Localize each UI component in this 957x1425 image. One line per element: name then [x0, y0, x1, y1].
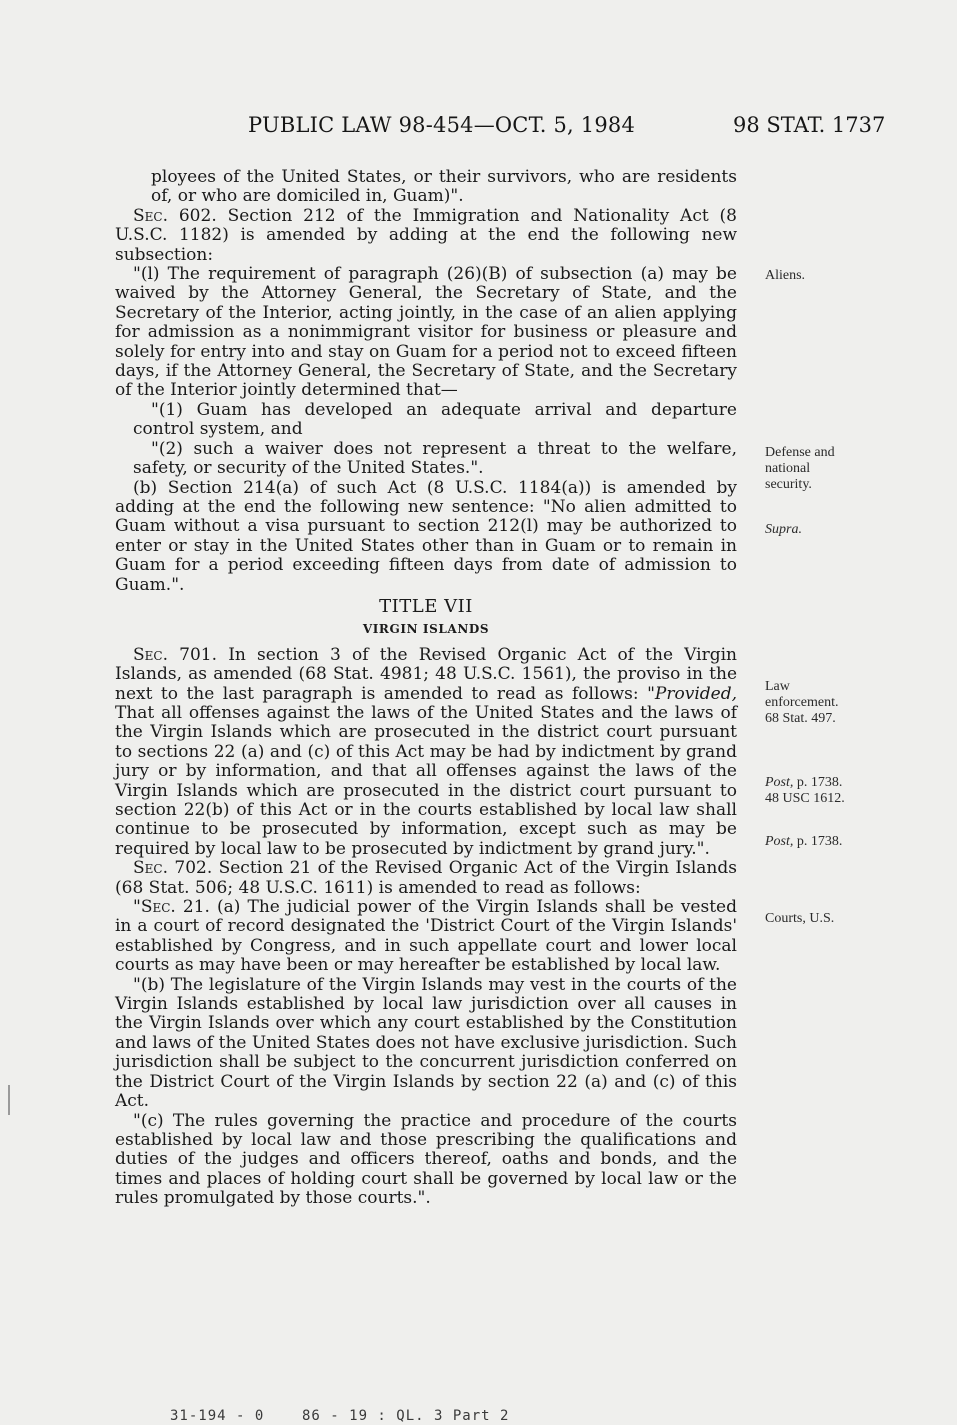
- margin-note-italic: Post,: [765, 834, 794, 849]
- paragraph-sec-21b: "(b) The legislature of the Virgin Islands may vest in the courts of the Virgin Islands established by local law jurisdiction over all causes in the Virgin Islands over which any court established by the Constitution and laws of the United States does not have exclusive jurisdiction. Such jurisdiction shall be subject to the concurrent jurisdiction conferred on the District Court of the Virgin Islands by section 22 (a) and (c) of this Act.: [115, 974, 737, 1112]
- scan-artifact-mark: [8, 1085, 10, 1115]
- paragraph-sec-602: [115, 207, 737, 265]
- section-text: . 701. In section 3 of the Revised Organic Act of the Virgin Islands, as amended (68 Stat. 4981; 48 U.S.C. 1561), the proviso in the next to the last paragraph is amended to read as follows:: [115, 644, 737, 704]
- margin-note-text: p. 1738.: [793, 775, 843, 790]
- section-text-continued: That all offenses against the laws of the United States and the laws of the Virgin Islands which are prosecuted in the district court pursuant to sections 22 (a) and (c) of this Act may be had by indictment by grand jury or by information, and that all offenses against the laws of the Virgin Islands which are prosecuted in the district court pursuant to section 22(b) of this Act or in the courts established by local law shall continue to be prosecuted by information, except such as may be required by local law to be prosecuted by indictment by grand jury.".: [115, 702, 737, 859]
- margin-note-line: security.: [765, 477, 812, 492]
- paragraph-subsection-b: (b) Section 214(a) of such Act (8 U.S.C. 1184(a)) is amended by adding at the end the following new sentence: "No alien admitted to Guam without a visa pursuant to section 212(l) may be authorized to enter or stay in the United States other than in Guam or to remain in Guam for a period exceeding fifteen days from date of admission to Guam.".: [115, 477, 737, 595]
- paragraph-sec-21c: "(c) The rules governing the practice and procedure of the courts established by local law and those prescribing the qualifications and duties of the judges and officers thereof, oaths and bonds, and the times and places of holding court shall be governed by local law or the rules promulgated by those courts.".: [115, 1110, 737, 1209]
- running-head: PUBLIC LAW 98-454—OCT. 5, 1984: [248, 113, 636, 137]
- margin-note-text: p. 1738.: [793, 834, 843, 849]
- margin-note-line: [765, 775, 845, 791]
- title-heading: TITLE VII: [379, 595, 473, 617]
- margin-note-text: Courts, U.S.: [765, 911, 835, 926]
- section-text: . 21. (a) The judicial power of the Virgin Islands shall be vested in a court of record designated the 'District Court of the Virgin Islands' established by Congress, and in such appellate court and lower local courts as may have been or may hereafter be established by local law.: [115, 897, 737, 976]
- paragraph-clause-1: "(1) Guam has developed an adequate arrival and departure control system, and: [133, 399, 737, 440]
- margin-note-line: 48 USC 1612.: [765, 791, 845, 806]
- margin-note-supra: [765, 522, 802, 538]
- paragraph-subsection-l: "(l) The requirement of paragraph (26)(B) of subsection (a) may be waived by the Attorney General, the Secretary of State, and the Secretary of the Interior, acting jointly, in the case of an alien applying for admission as a nonimmigrant visitor for business or pleasure and solely for entry into and stay on Guam for a period not to exceed fifteen days, if the Attorney General, the Secretary of State, and the Secretary of the Interior jointly determined that—: [115, 264, 737, 401]
- section-text: . 602. Section 212 of the Immigration and Nationality Act (8 U.S.C. 1182) is amended by adding at the end the following new subsection:: [115, 205, 737, 265]
- margin-note-text: Supra.: [765, 522, 802, 537]
- section-label: Sec: [133, 858, 163, 879]
- margin-note-aliens: [765, 268, 805, 284]
- stat-page-number: 98 STAT. 1737: [733, 113, 886, 137]
- print-footer: 31-194 - 0 86 - 19 : QL. 3 Part 2: [170, 1408, 510, 1424]
- document-body: [115, 168, 737, 1209]
- margin-note-italic: Post,: [765, 775, 794, 790]
- provided-italic: "Provided,: [647, 683, 737, 704]
- open-quote: ": [133, 897, 141, 918]
- margin-note-defense: [765, 445, 835, 493]
- margin-note-line: national: [765, 461, 811, 476]
- margin-note-law-enforcement: [765, 679, 838, 727]
- page-header: [0, 113, 957, 143]
- section-label: Sec: [133, 205, 163, 226]
- margin-note-post-1738-b: [765, 834, 842, 850]
- paragraph-continuation: ployees of the United States, or their survivors, who are residents of, or who are domiciled in, Guam)".: [151, 167, 737, 207]
- paragraph-sec-701: [115, 646, 737, 859]
- margin-note-line: Defense and: [765, 445, 835, 460]
- margin-note-line: 68 Stat. 497.: [765, 711, 836, 726]
- margin-note-text: Aliens.: [765, 268, 806, 283]
- margin-note-courts: [765, 911, 834, 927]
- paragraph-sec-702: [115, 859, 737, 898]
- title-subheading: VIRGIN ISLANDS: [362, 622, 490, 637]
- paragraph-clause-2: "(2) such a waiver does not represent a threat to the welfare, safety, or security of the United States.".: [133, 438, 737, 479]
- margin-note-line: enforcement.: [765, 695, 839, 710]
- section-label: Sec: [140, 897, 171, 918]
- section-text: . 702. Section 21 of the Revised Organic Act of the Virgin Islands (68 Stat. 506; 48 U.S.C. 1611) is amended to read as follows:: [115, 858, 737, 898]
- paragraph-sec-21a: [115, 898, 737, 976]
- margin-note-post-1738-a: [765, 775, 845, 807]
- section-label: Sec: [133, 644, 163, 665]
- margin-note-line: Law: [765, 679, 790, 694]
